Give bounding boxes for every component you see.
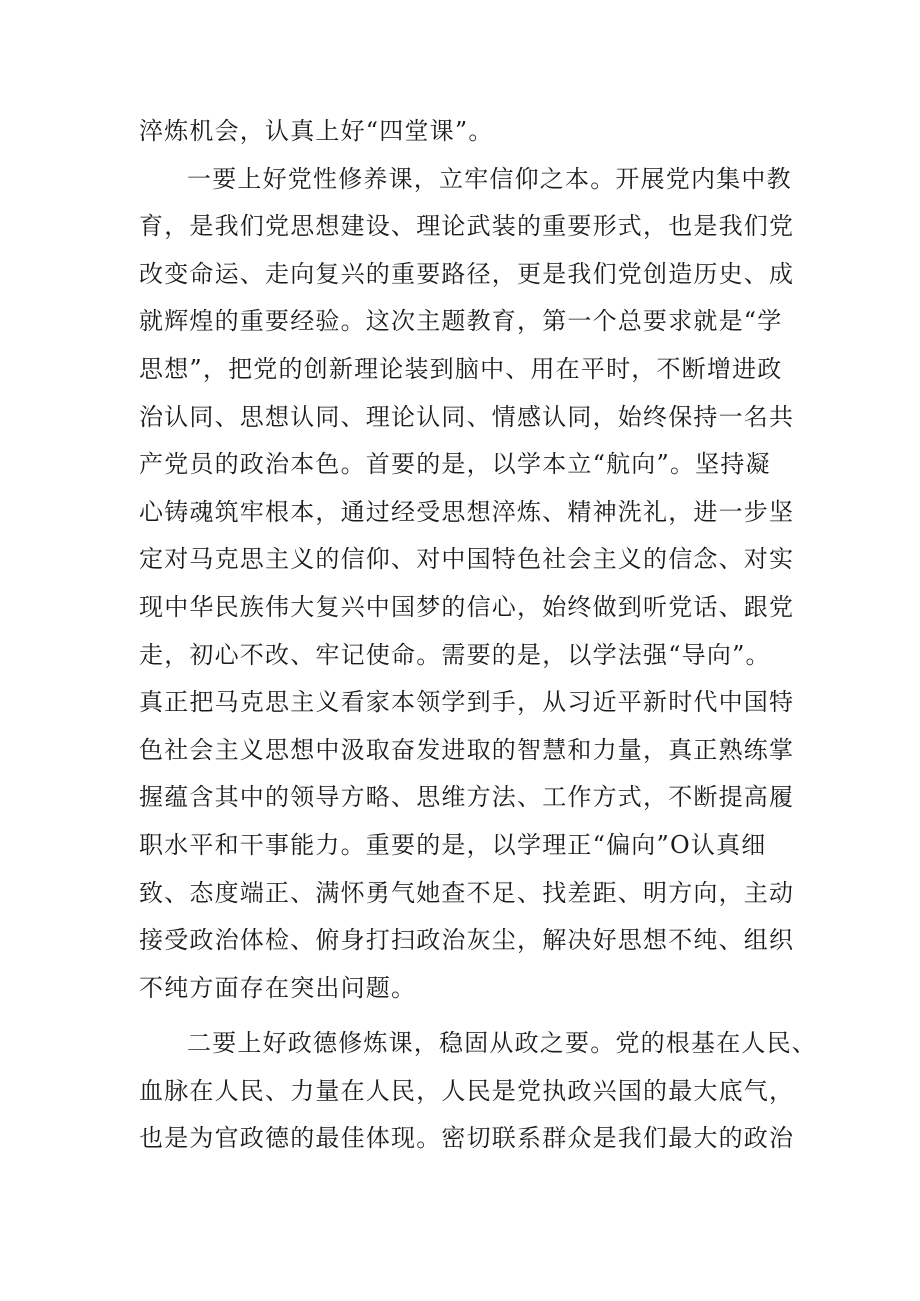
text-line: 育，是我们党思想建设、理论武装的重要形式，也是我们党 — [139, 212, 795, 241]
text-line: 接受政治体检、俯身打扫政治灰尘，解决好思想不纯、组织 — [139, 926, 795, 955]
text-line: 致、态度端正、满怀勇气她查不足、找差距、明方向，主动 — [139, 878, 795, 907]
text-line: 思想”，把党的创新理论装到脑中、用在平时，不断增进政 — [139, 354, 783, 383]
text-line: 心铸魂筑牢根本，通过经受思想淬炼、精神洗礼，进一步坚 — [139, 497, 795, 526]
text-line: 血脉在人民、力量在人民，人民是党执政兴国的最大底气， — [139, 1076, 795, 1105]
text-line: 握蕴含其中的领导方略、思维方法、工作方式，不断提高履 — [139, 783, 795, 812]
paragraph-spacer — [139, 1012, 839, 1020]
text-line: 走，初心不改、牢记使命。需要的是，以学法强“导向”。 — [139, 640, 771, 669]
text-line: 真正把马克思主义看家本领学到手，从习近平新时代中国特 — [139, 688, 795, 717]
text-line: 二要上好政德修炼课，稳固从政之要。党的根基在人民、 — [187, 1029, 817, 1058]
text-line: 色社会主义思想中汲取奋发进取的智慧和力量，真正熟练掌 — [139, 735, 795, 764]
text-line: 定对马克思主义的信仰、对中国特色社会主义的信念、对实 — [139, 545, 795, 574]
text-line: 不纯方面存在突出问题。 — [139, 973, 417, 1002]
paragraph-intro-tail — [139, 108, 839, 156]
text-line: 改变命运、走向复兴的重要路径，更是我们党创造历史、成 — [139, 259, 795, 288]
text-line: 淬炼机会，认真上好“四堂课”。 — [139, 117, 494, 145]
paragraph-political-ethics — [139, 1020, 839, 1163]
text-line: 治认同、思想认同、理论认同、情感认同，始终保持一名共 — [139, 402, 795, 431]
text-line: 也是为官政德的最佳体现。密切联系群众是我们最大的政治 — [139, 1124, 795, 1153]
text-line: 一要上好党性修养课，立牢信仰之本。开展党内集中教 — [187, 164, 792, 193]
text-line: 产党员的政治本色。首要的是，以学本立“航向”。坚持凝 — [139, 450, 771, 479]
paragraph-party-spirit — [139, 156, 839, 1013]
document-body — [139, 108, 839, 1163]
text-line: 就辉煌的重要经验。这次主题教育，第一个总要求就是“学 — [139, 307, 783, 336]
text-line: 现中华民族伟大复兴中国梦的信心，始终做到听党话、跟党 — [139, 592, 795, 621]
text-line: 职水平和干事能力。重要的是，以学理正“偏向”O认真细 — [139, 830, 767, 859]
